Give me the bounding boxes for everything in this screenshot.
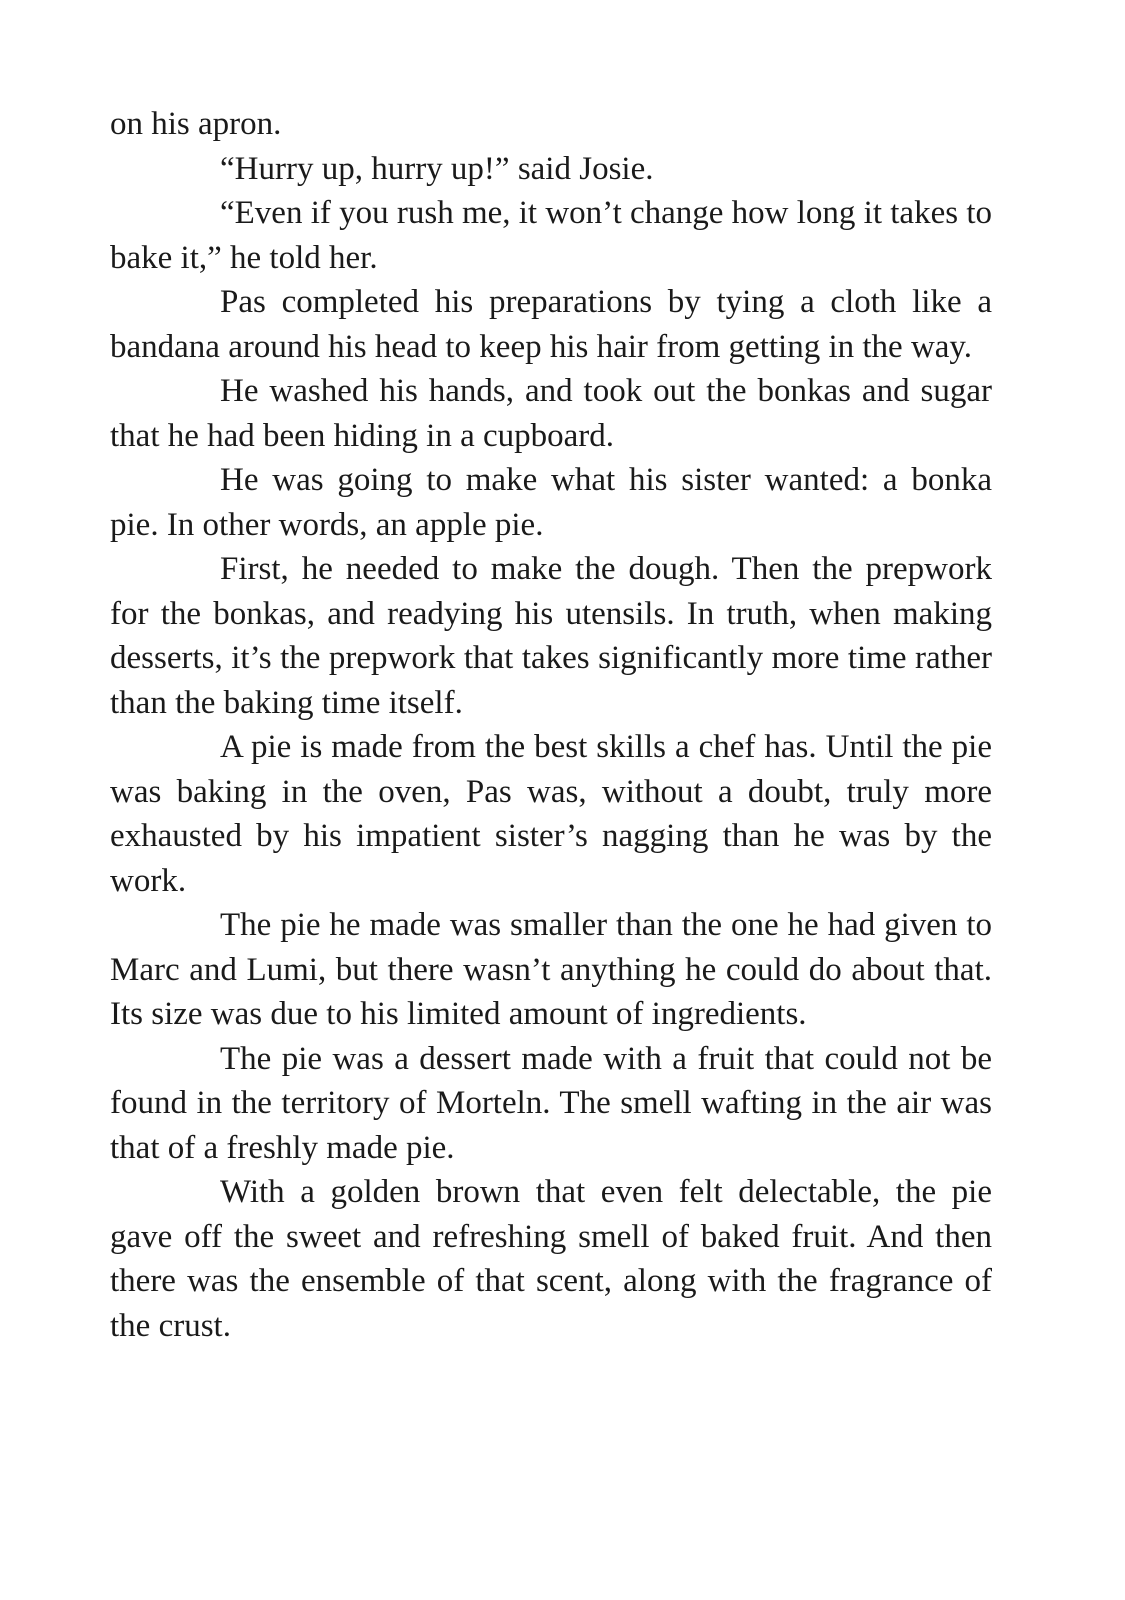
paragraph: With a golden brown that even felt delectable, the pie gave off the sweet and refreshing smell of baked fruit. And then there was the ensemble of that scent, along with the fragrance of the crust. (110, 1174, 992, 1344)
paragraph: The pie he made was smaller than the one he had given to Marc and Lumi, but there wasn’t anything he could do about that. Its size was due to his limited amount of ingredients. (110, 907, 992, 1032)
paragraph: First, he needed to make the dough. Then the prepwork for the bonkas, and readying his utensils. In truth, when making desserts, it’s the prepwork that takes significantly more time rather than the baking time itself. (110, 551, 992, 721)
paragraph: He was going to make what his sister wanted: a bonka pie. In other words, an apple pie. (110, 462, 992, 543)
paragraph: Pas completed his preparations by tying a cloth like a bandana around his head to keep his hair from getting in the way. (110, 284, 992, 365)
paragraph: “Even if you rush me, it won’t change how long it takes to bake it,” he told her. (110, 195, 992, 276)
paragraph: A pie is made from the best skills a chef has. Until the pie was baking in the oven, Pas was, without a doubt, truly more exhausted by his impatient sister’s nagging than he was by the work. (110, 729, 992, 899)
paragraph: He washed his hands, and took out the bonkas and sugar that he had been hiding in a cupboard. (110, 373, 992, 454)
book-page (110, 102, 992, 1348)
paragraph: “Hurry up, hurry up!” said Josie. (220, 150, 654, 187)
paragraph: The pie was a dessert made with a fruit that could not be found in the territory of Morteln. The smell wafting in the air was that of a freshly made pie. (110, 1040, 992, 1166)
paragraph-continuation: on his apron. (110, 106, 282, 142)
